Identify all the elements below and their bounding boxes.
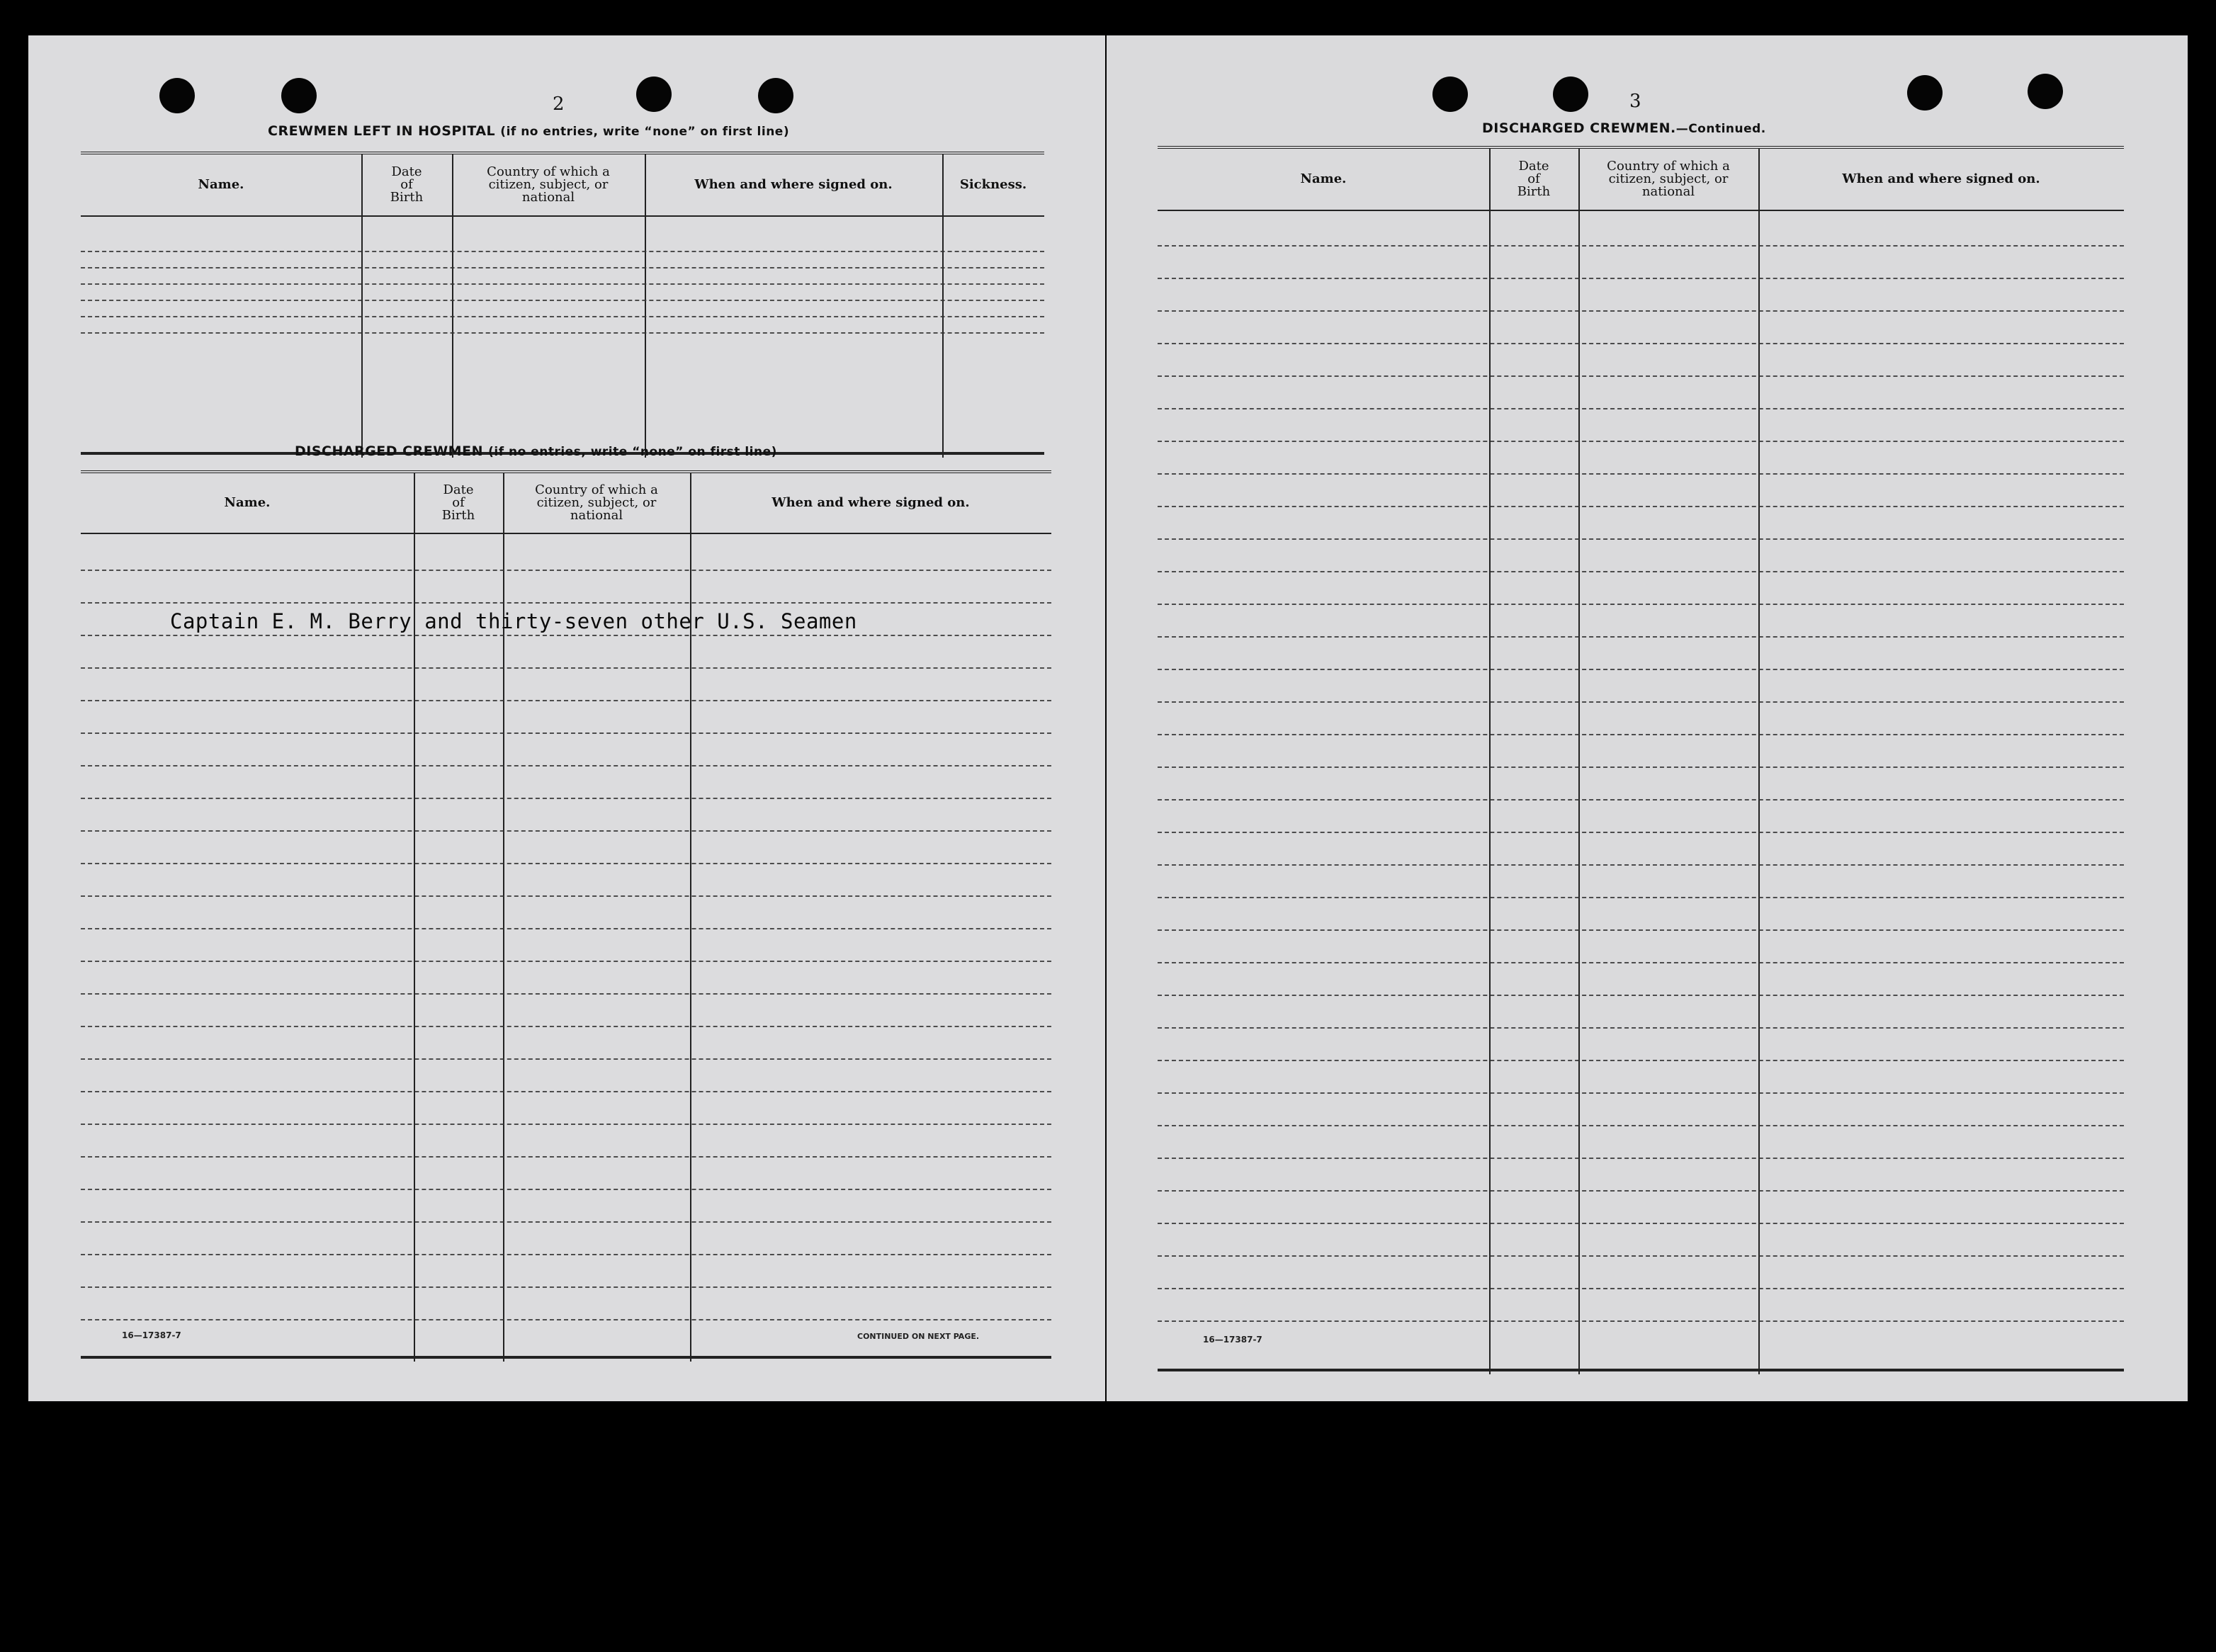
page-number: 2 — [553, 94, 565, 115]
form-number: 16—17387-7 — [122, 1330, 181, 1340]
continued-title-text: DISCHARGED CREWMEN. — [1482, 120, 1676, 136]
entry-line — [1158, 897, 2124, 898]
entry-line — [81, 1026, 1051, 1027]
punch-hole — [2028, 74, 2063, 109]
entry-line — [81, 667, 1051, 669]
entry-line — [1158, 310, 2124, 312]
entry-line — [81, 765, 1051, 766]
entry-line — [1158, 1158, 2124, 1159]
punch-hole — [758, 78, 793, 113]
header-rule — [81, 215, 1044, 217]
column-header: Date of Birth — [441, 482, 475, 523]
entry-line — [81, 1058, 1051, 1060]
entry-line — [81, 251, 1044, 252]
entry-line — [81, 928, 1051, 929]
entry-line — [1158, 701, 2124, 703]
entry-line — [1158, 604, 2124, 605]
punch-hole — [281, 78, 317, 113]
entry-line — [81, 700, 1051, 701]
left-page — [28, 35, 1105, 1401]
entry-line — [1158, 473, 2124, 475]
typed-entry: Captain E. M. Berry and thirty-seven other U.S. Seamen — [170, 609, 857, 633]
entry-line — [81, 300, 1044, 301]
entry-line — [81, 1156, 1051, 1158]
form-number: 16—17387-7 — [1203, 1335, 1262, 1345]
entry-line — [81, 732, 1051, 734]
entry-line — [81, 1221, 1051, 1223]
column-header: Country of which a citizen, subject, or national — [487, 164, 610, 205]
entry-line — [81, 830, 1051, 832]
entry-line — [1158, 245, 2124, 247]
column-divider — [690, 473, 691, 1362]
entry-line — [1158, 1190, 2124, 1192]
entry-line — [81, 332, 1044, 334]
hospital-table — [81, 152, 1044, 458]
entry-line — [81, 283, 1044, 285]
hospital-title-text: CREWMEN LEFT IN HOSPITAL — [268, 123, 496, 139]
continued-title-subtitle: —Continued. — [1675, 122, 1766, 136]
entry-line — [81, 1254, 1051, 1255]
entry-line — [1158, 1255, 2124, 1257]
column-header: Country of which a citizen, subject, or national — [535, 482, 658, 523]
discharged-section-title — [295, 443, 777, 459]
entry-line — [1158, 799, 2124, 800]
bottom-rule — [81, 1356, 1051, 1359]
punch-hole — [1432, 77, 1468, 112]
entry-line — [1158, 1320, 2124, 1322]
punch-hole — [636, 77, 672, 112]
page-number: 3 — [1629, 91, 1641, 112]
discharged-continued-table — [1158, 146, 2124, 1374]
entry-line — [1158, 408, 2124, 409]
entry-line — [1158, 375, 2124, 377]
entry-line — [81, 961, 1051, 962]
column-header: Country of which a citizen, subject, or national — [1607, 159, 1730, 199]
column-header: Name. — [224, 495, 271, 510]
entry-line — [81, 1091, 1051, 1092]
entry-line — [81, 267, 1044, 268]
entry-line — [1158, 1288, 2124, 1289]
entry-line — [81, 602, 1051, 604]
continued-note: CONTINUED ON NEXT PAGE. — [857, 1332, 980, 1341]
right-page — [1107, 35, 2188, 1401]
column-header: Date of Birth — [390, 164, 424, 205]
discharged-table — [81, 470, 1051, 1362]
entry-line — [1158, 1125, 2124, 1126]
entry-line — [81, 1319, 1051, 1320]
entry-line — [1158, 1027, 2124, 1029]
entry-line — [1158, 506, 2124, 507]
entry-line — [1158, 343, 2124, 344]
entry-line — [1158, 864, 2124, 866]
entry-line — [81, 1189, 1051, 1190]
header-rule — [1158, 210, 2124, 211]
entry-line — [1158, 1060, 2124, 1061]
entry-line — [1158, 734, 2124, 735]
column-header: When and where signed on. — [1842, 171, 2040, 186]
entry-line — [81, 635, 1051, 636]
column-header: Date of Birth — [1517, 159, 1551, 199]
hospital-section-title — [268, 123, 789, 139]
hospital-title-subtitle: (if no entries, write “none” on first line) — [500, 125, 790, 139]
bottom-rule — [1158, 1369, 2124, 1371]
entry-line — [1158, 538, 2124, 540]
column-header: Sickness. — [959, 177, 1027, 192]
header-rule — [81, 533, 1051, 534]
punch-hole — [159, 78, 195, 113]
continued-section-title — [1482, 120, 1766, 136]
entry-line — [1158, 995, 2124, 996]
column-divider — [503, 473, 504, 1362]
entry-line — [81, 1124, 1051, 1125]
entry-line — [81, 895, 1051, 897]
entry-line — [1158, 1223, 2124, 1224]
entry-line — [1158, 571, 2124, 572]
column-header: Name. — [198, 177, 244, 192]
entry-line — [81, 993, 1051, 995]
entry-line — [81, 316, 1044, 317]
entry-line — [1158, 278, 2124, 279]
entry-line — [1158, 441, 2124, 442]
entry-line — [81, 570, 1051, 571]
punch-hole — [1553, 77, 1588, 112]
entry-line — [1158, 929, 2124, 931]
discharged-title-text: DISCHARGED CREWMEN — [295, 443, 483, 459]
entry-line — [81, 863, 1051, 864]
entry-line — [81, 1286, 1051, 1288]
column-header: When and where signed on. — [771, 495, 970, 510]
discharged-title-subtitle: (if no entries, write “none” on first line) — [488, 445, 777, 459]
entry-line — [81, 798, 1051, 799]
punch-hole — [1907, 75, 1943, 111]
entry-line — [1158, 1092, 2124, 1094]
entry-line — [1158, 832, 2124, 833]
column-divider — [414, 473, 415, 1362]
column-header: Name. — [1300, 171, 1347, 186]
entry-line — [1158, 766, 2124, 768]
entry-line — [1158, 636, 2124, 638]
entry-line — [1158, 669, 2124, 670]
entry-line — [1158, 962, 2124, 963]
column-header: When and where signed on. — [694, 177, 893, 192]
